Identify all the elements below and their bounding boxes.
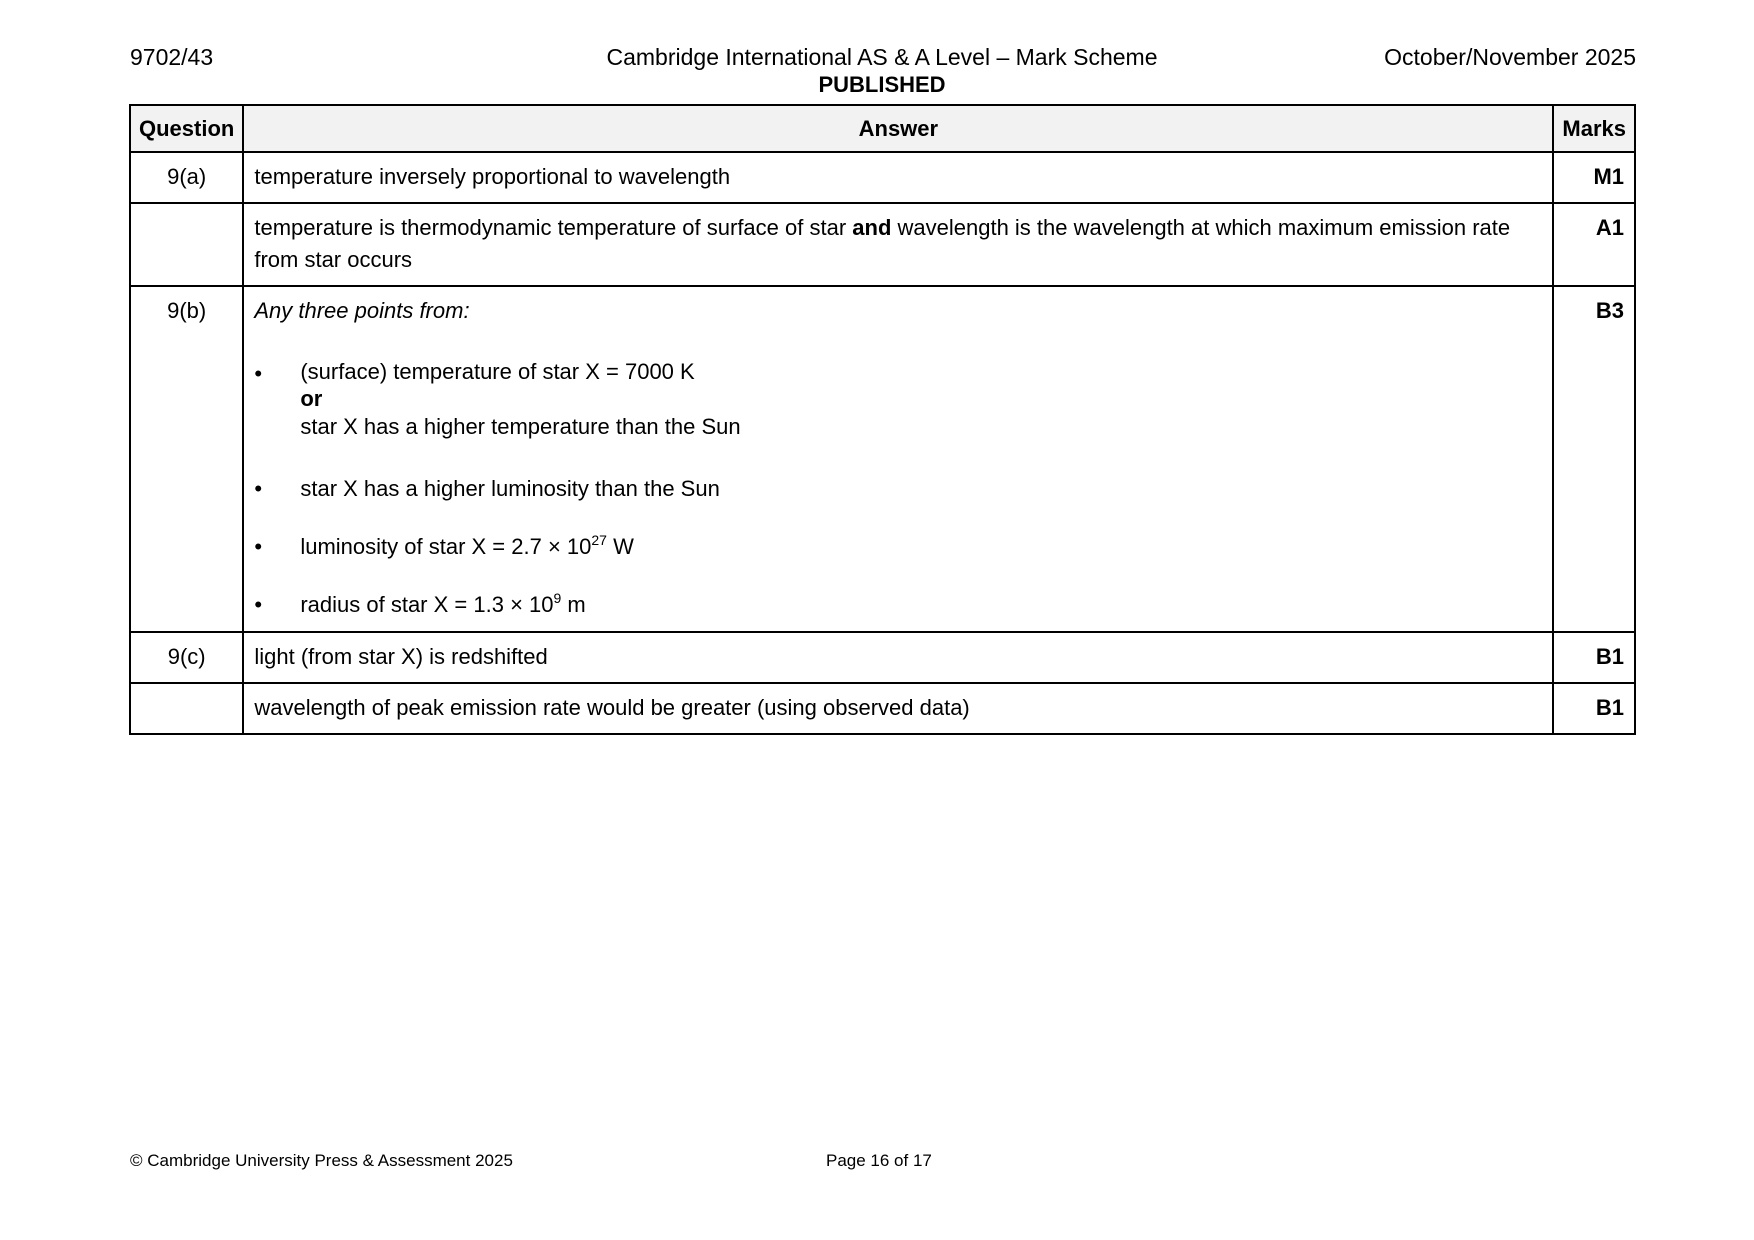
answer-points-list [254,358,1542,621]
question-label-9a: 9(a) [130,152,243,203]
answer-cell: temperature inversely proportional to wavelength [243,152,1553,203]
list-item [254,531,1542,563]
marks-cell: B1 [1553,683,1635,734]
published-label: PUBLISHED [818,72,946,97]
unit: m [561,592,586,617]
point-text: star X has a higher luminosity than the Sun [300,476,720,501]
marks-cell: B1 [1553,632,1635,683]
point-text: star X has a higher temperature than the Sun [300,414,741,439]
list-item [254,473,1542,505]
header-marks: Marks [1553,105,1635,152]
header-question: Question [130,105,243,152]
table-header-row [130,105,1635,152]
question-label-continuation [130,203,243,286]
answer-cell [243,203,1553,286]
document-title: Cambridge International AS & A Level – Mark Scheme [606,44,1158,70]
point-text: radius of star X = 1.3 × 10 [300,592,554,617]
list-item [254,358,1542,442]
answer-cell [243,286,1553,632]
exponent: 27 [591,532,607,548]
answer-cell: wavelength of peak emission rate would be greater (using observed data) [243,683,1553,734]
answer-text: wavelength is the wavelength at which maximum emission rate from star occurs [254,215,1511,272]
page-number: Page 16 of 17 [826,1151,932,1170]
copyright-notice: © Cambridge University Press & Assessment 2025 [130,1151,513,1170]
marks-cell: B3 [1553,286,1635,632]
table-row [130,203,1635,286]
header-answer: Answer [243,105,1553,152]
marks-cell: A1 [1553,203,1635,286]
exponent: 9 [553,590,562,606]
answer-emphasis: and [852,215,892,240]
exam-session: October/November 2025 [1384,44,1636,70]
question-label-9b: 9(b) [130,286,243,632]
point-or: or [300,386,323,411]
document-code: 9702/43 [130,44,214,70]
marks-cell: M1 [1553,152,1635,203]
answer-text: temperature is thermodynamic temperature of surface of star [254,215,853,240]
answer-cell: light (from star X) is redshifted [243,632,1553,683]
question-label-continuation [130,683,243,734]
point-text: luminosity of star X = 2.7 × 10 [300,534,592,559]
answer-intro: Any three points from: [254,298,470,323]
table-row [130,286,1635,632]
table-row [130,152,1635,203]
unit: W [606,534,634,559]
list-item [254,589,1542,621]
mark-scheme-table [129,104,1636,735]
point-text: • (surface) temperature of star X = 7000 K [300,359,695,384]
table-row [130,632,1635,683]
table-row [130,683,1635,734]
question-label-9c: 9(c) [130,632,243,683]
